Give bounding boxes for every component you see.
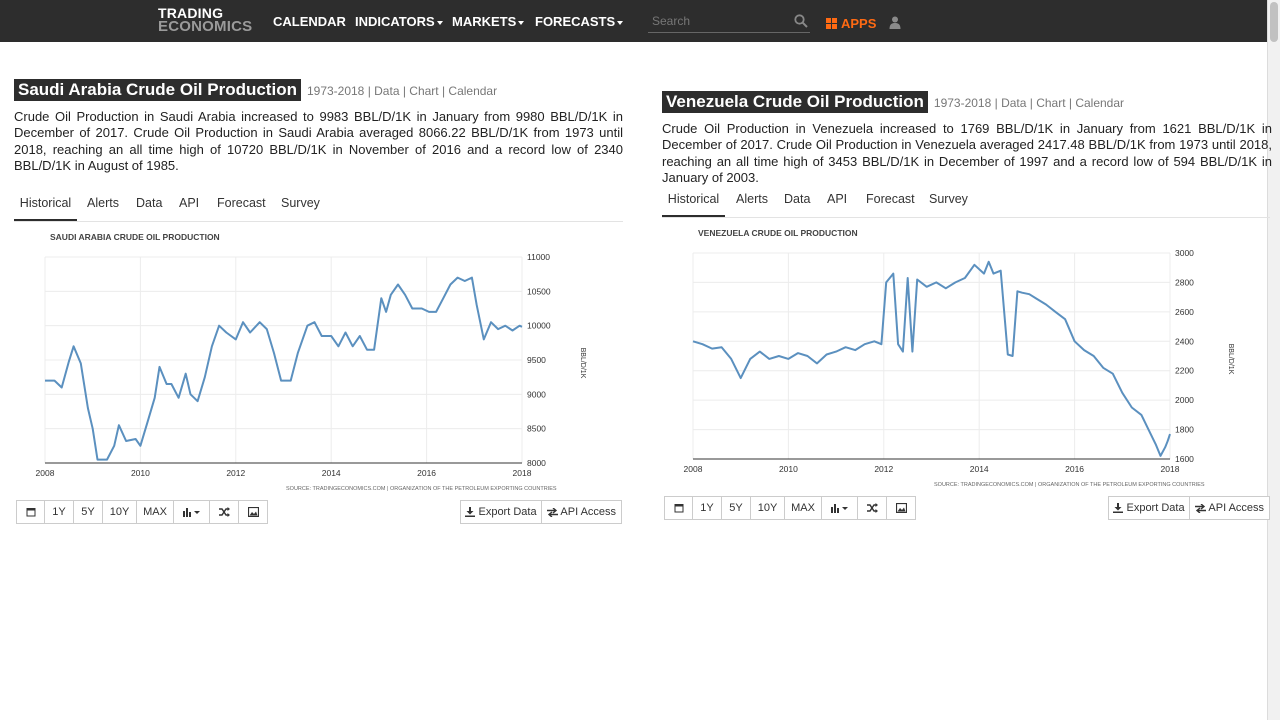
y-axis-label: BBL/D/1K — [1227, 343, 1234, 375]
x-tick-label: 2012 — [226, 468, 246, 478]
y-tick-label: 2400 — [1175, 336, 1194, 347]
saudi-chart-svg — [14, 226, 614, 496]
tab-alerts[interactable]: Alerts — [87, 196, 119, 210]
site-logo[interactable] — [158, 7, 252, 33]
saudi-panel — [14, 79, 623, 174]
logo-line-1: TRADING — [158, 5, 224, 21]
exchange-icon — [1195, 504, 1206, 513]
tab-api[interactable]: API — [827, 192, 848, 206]
api-access-button[interactable] — [1189, 496, 1270, 520]
chart-source-note: SOURCE: TRADINGECONOMICS.COM | ORGANIZATION OF THE PETROLEUM EXPORTING COUNTRIES — [934, 482, 1205, 488]
calendar-icon — [26, 507, 36, 517]
x-tick-label: 2012 — [874, 464, 894, 474]
calendar-icon — [674, 503, 684, 513]
caret-down-icon — [617, 21, 623, 25]
range-max-button[interactable]: MAX — [136, 500, 174, 524]
tab-survey[interactable]: Survey — [929, 192, 968, 206]
chart-title: SAUDI ARABIA CRUDE OIL PRODUCTION — [50, 232, 220, 242]
x-tick-label: 2018 — [512, 468, 532, 478]
range-5y-button[interactable]: 5Y — [721, 496, 751, 520]
logo-line-2: ECONOMICS — [158, 18, 253, 35]
y-tick-label: 10000 — [527, 320, 551, 331]
api-access-button[interactable] — [541, 500, 622, 524]
y-tick-label: 9500 — [527, 355, 546, 365]
range-1y-button[interactable]: 1Y — [44, 500, 74, 524]
nav-markets[interactable] — [452, 14, 524, 29]
y-tick-label: 8000 — [527, 458, 546, 468]
tab-data[interactable]: Data — [784, 192, 811, 206]
top-nav-bar — [0, 0, 1268, 42]
caret-down-icon — [437, 21, 443, 25]
venezuela-tabs — [662, 183, 1270, 218]
download-icon — [1113, 503, 1123, 513]
tab-survey[interactable]: Survey — [281, 196, 320, 210]
x-tick-label: 2016 — [1065, 464, 1085, 474]
x-tick-label: 2010 — [778, 464, 798, 474]
export-data-button[interactable] — [460, 500, 542, 524]
venezuela-chart[interactable] — [662, 222, 1262, 492]
panel-meta-links[interactable]: 1973-2018 | Data | Chart | Calendar — [933, 96, 1125, 110]
tab-forecast[interactable]: Forecast — [217, 196, 266, 210]
x-tick-label: 2008 — [683, 464, 703, 474]
y-tick-label: 11000 — [527, 252, 551, 262]
download-icon — [465, 507, 475, 517]
tab-data[interactable]: Data — [136, 196, 163, 210]
scrollbar-thumb[interactable] — [1270, 2, 1278, 42]
y-tick-label: 1600 — [1175, 454, 1194, 464]
image-icon — [896, 503, 907, 513]
bar-chart-icon — [831, 503, 849, 513]
range-10y-button[interactable]: 10Y — [750, 496, 785, 520]
range-5y-button[interactable]: 5Y — [73, 500, 103, 524]
chart-title: VENEZUELA CRUDE OIL PRODUCTION — [698, 228, 858, 238]
apps-button[interactable] — [826, 16, 876, 31]
nav-calendar[interactable] — [273, 14, 346, 29]
venezuela-chart-svg — [662, 222, 1262, 492]
shuffle-icon — [219, 507, 230, 517]
nav-indicators-label: INDICATORS — [355, 14, 435, 29]
download-image-button[interactable] — [238, 500, 268, 524]
nav-indicators[interactable] — [355, 14, 443, 29]
y-axis-label: BBL/D/1K — [579, 347, 586, 379]
api-access-label: API Access — [1208, 502, 1265, 514]
y-tick-label: 1800 — [1175, 424, 1194, 435]
range-1y-button[interactable]: 1Y — [692, 496, 722, 520]
saudi-tabs — [14, 187, 623, 222]
bar-chart-icon — [183, 507, 201, 517]
nav-forecasts-label: FORECASTS — [535, 14, 616, 29]
calendar-button[interactable] — [664, 496, 693, 520]
exchange-icon — [547, 508, 558, 517]
image-icon — [248, 507, 259, 517]
panel-title[interactable]: Venezuela Crude Oil Production — [662, 91, 928, 113]
x-tick-label: 2018 — [1160, 464, 1180, 474]
venezuela-panel — [662, 91, 1272, 186]
export-data-button[interactable] — [1108, 496, 1190, 520]
download-image-button[interactable] — [886, 496, 916, 520]
x-tick-label: 2008 — [35, 468, 55, 478]
range-10y-button[interactable]: 10Y — [102, 500, 137, 524]
export-data-label: Export Data — [1126, 502, 1185, 514]
y-tick-label: 10500 — [527, 286, 551, 297]
tab-forecast[interactable]: Forecast — [866, 192, 915, 206]
tab-historical[interactable]: Historical — [662, 183, 725, 217]
nav-forecasts[interactable] — [535, 14, 623, 29]
venezuela-chart-toolbar — [664, 496, 1270, 520]
saudi-chart-toolbar — [16, 500, 622, 524]
calendar-button[interactable] — [16, 500, 45, 524]
saudi-chart[interactable] — [14, 226, 614, 496]
apps-label: APPS — [841, 16, 877, 31]
shuffle-icon — [867, 503, 878, 513]
panel-title[interactable]: Saudi Arabia Crude Oil Production — [14, 79, 301, 101]
panel-description: Crude Oil Production in Venezuela increased to 1769 BBL/D/1K in January from 1621 BBL/D/1K in December of 2017. Crude Oil Production in Venezuela averaged 2417.48 BBL/D/1K from 1973 until 2018, reaching an all time high of 3453 BBL/D/1K in December of 1997 and a record low of 594 BBL/D/1K in January of 2003. — [662, 121, 1272, 185]
search-input[interactable] — [648, 12, 786, 30]
y-tick-label: 9000 — [527, 389, 546, 400]
y-tick-label: 2800 — [1175, 277, 1194, 288]
chart-type-button[interactable] — [821, 496, 858, 520]
x-tick-label: 2010 — [130, 468, 150, 478]
nav-markets-label: MARKETS — [452, 14, 517, 29]
search-icon[interactable] — [794, 14, 808, 33]
user-icon[interactable] — [889, 16, 901, 34]
series-line — [45, 278, 522, 460]
chart-type-button[interactable] — [173, 500, 210, 524]
y-tick-label: 3000 — [1175, 248, 1194, 258]
search-box — [648, 12, 810, 33]
x-tick-label: 2014 — [321, 468, 341, 478]
compare-button[interactable] — [209, 500, 239, 524]
export-data-label: Export Data — [478, 506, 537, 518]
tab-historical[interactable]: Historical — [14, 187, 77, 221]
series-line — [693, 262, 1170, 456]
caret-down-icon — [518, 21, 524, 25]
y-tick-label: 8500 — [527, 423, 546, 434]
api-access-label: API Access — [560, 506, 617, 518]
apps-grid-icon — [826, 18, 837, 29]
tab-alerts[interactable]: Alerts — [736, 192, 768, 206]
y-tick-label: 2600 — [1175, 306, 1194, 317]
panel-meta-links[interactable]: 1973-2018 | Data | Chart | Calendar — [306, 84, 498, 98]
y-tick-label: 2200 — [1175, 365, 1194, 376]
compare-button[interactable] — [857, 496, 887, 520]
chart-source-note: SOURCE: TRADINGECONOMICS.COM | ORGANIZATION OF THE PETROLEUM EXPORTING COUNTRIES — [286, 486, 557, 492]
tab-api[interactable]: API — [179, 196, 200, 210]
range-max-button[interactable]: MAX — [784, 496, 822, 520]
x-tick-label: 2016 — [417, 468, 437, 478]
nav-calendar-label: CALENDAR — [273, 14, 346, 29]
x-tick-label: 2014 — [969, 464, 989, 474]
y-tick-label: 2000 — [1175, 395, 1194, 406]
panel-description: Crude Oil Production in Saudi Arabia increased to 9983 BBL/D/1K in January from 9980 BBL/D/1K in December of 2017. Crude Oil Production in Saudi Arabia averaged 8066.22 BBL/D/1K from 1973 until 2018, reaching an all time high of 10720 BBL/D/1K in November of 2016 and a record low of 2340 BBL/D/1K in August of 1985. — [14, 109, 623, 173]
